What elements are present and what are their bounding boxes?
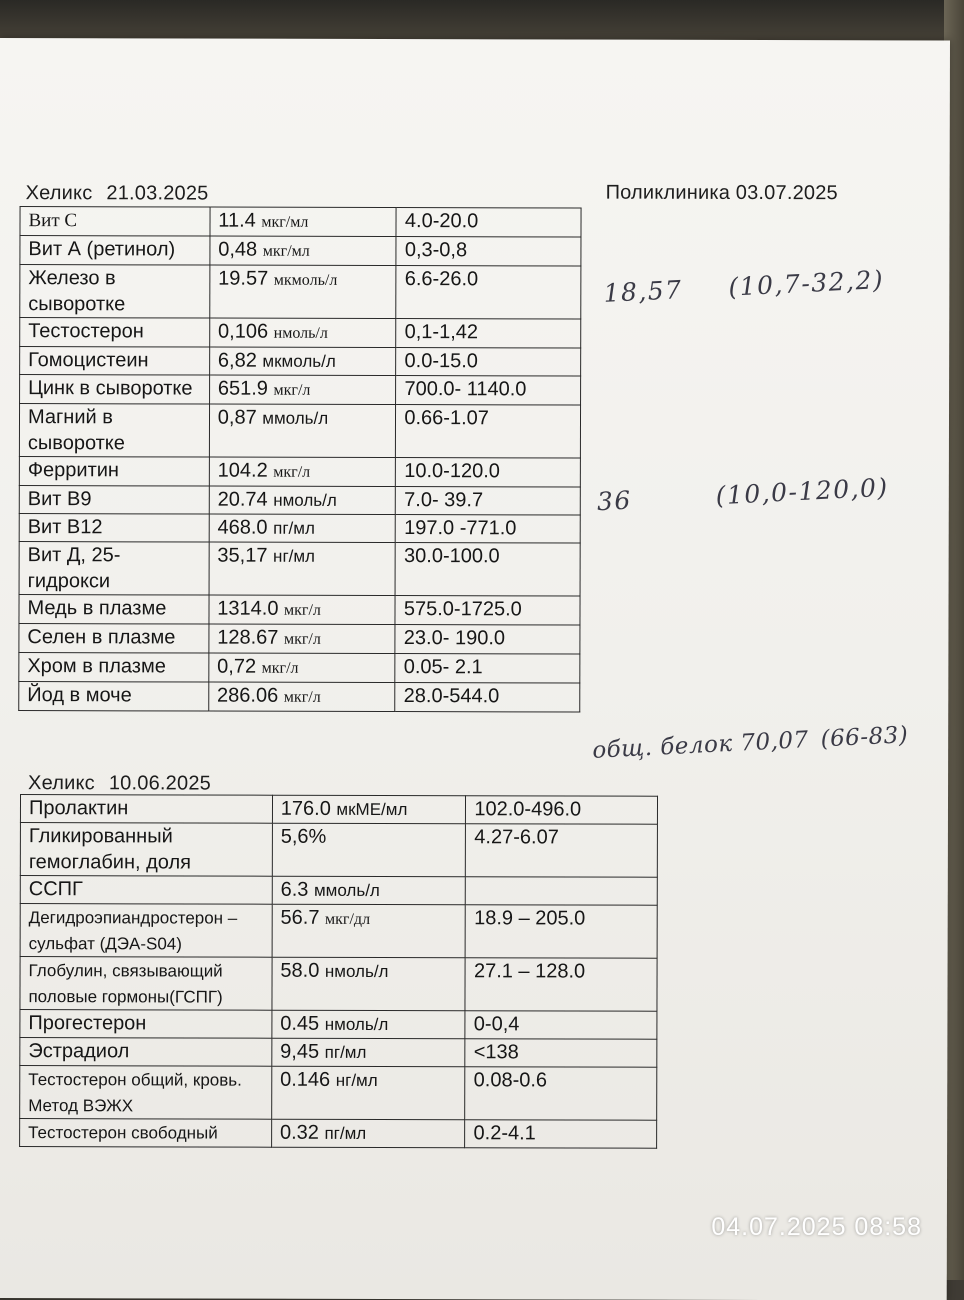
test-name: Вит С xyxy=(20,207,210,236)
table-row xyxy=(19,682,580,712)
handwritten-note-1: 18,57 (10,7-32,2) xyxy=(602,264,885,308)
table-row xyxy=(19,542,580,596)
section2-date: 10.06.2025 xyxy=(108,772,212,795)
table-row xyxy=(20,957,657,1012)
reference-range: 0.05- 2.1 xyxy=(395,654,580,683)
test-result: 56.7 мкг/дл xyxy=(272,904,466,958)
test-result: 9,45 пг/мл xyxy=(272,1038,466,1067)
test-name: Ферритин xyxy=(19,457,209,486)
test-name: Магний в сыворотке xyxy=(19,404,209,457)
reference-range: 10.0-120.0 xyxy=(396,458,581,487)
table-row xyxy=(20,236,581,266)
reference-range: 0.2-4.1 xyxy=(465,1120,657,1149)
table-row xyxy=(20,876,657,906)
test-result: 128.67 мкг/л xyxy=(209,624,396,653)
test-name: Эстрадиол xyxy=(20,1038,272,1067)
test-result: 0,48 мкг/мл xyxy=(210,236,397,265)
table-row xyxy=(20,318,581,348)
clinic-title: Поликлиника 03.07.2025 xyxy=(605,181,838,205)
test-result: 19.57 мкмоль/л xyxy=(210,265,397,318)
section1-date: 21.03.2025 xyxy=(106,182,209,205)
test-result: 0,87 ммоль/л xyxy=(209,404,396,457)
test-name: Медь в плазме xyxy=(19,595,209,624)
test-result: 5,6% xyxy=(272,823,466,877)
table-row xyxy=(20,207,581,237)
test-result: 651.9 мкг/л xyxy=(209,375,396,404)
reference-range: <138 xyxy=(465,1039,657,1068)
reference-range: 30.0-100.0 xyxy=(395,543,580,596)
reference-range: 4.27-6.07 xyxy=(466,824,658,878)
table-row xyxy=(20,1038,657,1068)
reference-range: 197.0 -771.0 xyxy=(396,515,581,543)
reference-range: 4.0-20.0 xyxy=(396,208,581,237)
photo-timestamp: 04.07.2025 08:58 xyxy=(711,1213,922,1241)
reference-range: 575.0-1725.0 xyxy=(395,596,580,625)
handwritten-note-2: 36 (10,0-120,0) xyxy=(596,472,890,517)
table-row xyxy=(20,347,581,376)
test-result: 6.3 ммоль/л xyxy=(272,876,466,905)
reference-range: 0,1-1,42 xyxy=(396,319,581,348)
section1-lab: Хеликс xyxy=(25,182,93,205)
table-row xyxy=(20,795,657,825)
table-row xyxy=(20,1066,657,1121)
reference-range: 7.0- 39.7 xyxy=(396,487,581,515)
table-row xyxy=(19,624,580,654)
table-row xyxy=(20,375,581,405)
section1-table xyxy=(18,206,581,712)
handwritten-note-3: общ. белок 70,07 (66-83) xyxy=(591,722,909,764)
test-name: Тестостерон свободный xyxy=(20,1119,272,1148)
test-result: 0.45 нмоль/л xyxy=(272,1010,466,1039)
test-result: 6,82 мкмоль/л xyxy=(209,347,396,375)
reference-range: 0.0-15.0 xyxy=(396,348,581,376)
table-row xyxy=(20,1010,657,1040)
test-name: Дегидроэпиандростерон –сульфат (ДЭА-S04) xyxy=(20,904,272,958)
section2-table xyxy=(19,794,658,1149)
test-result: 0,72 мкг/л xyxy=(209,653,396,682)
table-row xyxy=(20,904,657,959)
test-name: Вит Д, 25-гидрокси xyxy=(19,542,209,595)
reference-range: 102.0-496.0 xyxy=(466,796,658,825)
test-name: Гомоцистеин xyxy=(20,347,210,375)
table-row xyxy=(19,514,580,543)
reference-range: 18.9 – 205.0 xyxy=(466,905,658,959)
test-result: 35,17 нг/мл xyxy=(209,542,396,595)
test-name: Селен в плазме xyxy=(19,624,209,653)
test-result: 176.0 мкМЕ/мл xyxy=(272,795,466,824)
reference-range: 0-0,4 xyxy=(465,1011,657,1040)
table-row xyxy=(20,265,581,319)
table-row xyxy=(19,595,580,625)
reference-range: 0.66-1.07 xyxy=(396,405,581,458)
table-row xyxy=(19,653,580,683)
reference-range: 0.08-0.6 xyxy=(465,1067,657,1121)
test-result: 1314.0 мкг/л xyxy=(209,595,396,624)
test-result: 20.74 нмоль/л xyxy=(209,486,396,514)
section2-lab: Хеликс xyxy=(28,772,95,795)
test-name: Тестостерон общий, кровь. Метод ВЭЖХ xyxy=(20,1066,272,1120)
reference-range: 0,3-0,8 xyxy=(396,237,581,266)
reference-range: 28.0-544.0 xyxy=(395,683,580,712)
reference-range: 6.6-26.0 xyxy=(396,266,581,319)
table-row xyxy=(19,404,580,458)
test-name: Вит А (ретинол) xyxy=(20,236,210,265)
test-result: 0.146 нг/мл xyxy=(272,1066,466,1120)
test-result: 11.4 мкг/мл xyxy=(210,207,397,236)
reference-range: 700.0- 1140.0 xyxy=(396,376,581,405)
test-result: 104.2 мкг/л xyxy=(209,457,396,486)
section2-title xyxy=(28,772,211,795)
section1-title xyxy=(26,182,209,205)
test-name: ССПГ xyxy=(20,876,272,905)
test-name: Вит В12 xyxy=(19,514,209,542)
test-result: 0,106 нмоль/л xyxy=(209,318,396,347)
test-name: Йод в моче xyxy=(19,682,209,711)
test-result: 468.0 пг/мл xyxy=(209,514,396,542)
table-row xyxy=(19,457,580,487)
test-name: Тестостерон xyxy=(20,318,210,347)
reference-range: 27.1 – 128.0 xyxy=(465,958,657,1012)
table-row xyxy=(19,486,580,515)
reference-range: 23.0- 190.0 xyxy=(395,625,580,654)
table-row xyxy=(20,1119,657,1149)
test-result: 286.06 мкг/л xyxy=(209,682,396,711)
reference-range xyxy=(466,877,658,906)
test-name: Глобулин, связывающий половые гормоны(ГСПГ) xyxy=(20,957,272,1011)
test-result: 0.32 пг/мл xyxy=(271,1119,465,1148)
test-name: Хром в плазме xyxy=(19,653,209,682)
test-name: Цинк в сыворотке xyxy=(20,375,210,404)
table-row xyxy=(20,823,657,878)
paper-sheet xyxy=(0,38,950,1300)
test-name: Железо в сыворотке xyxy=(20,265,210,318)
test-name: Гликированный гемоглабин, доля xyxy=(20,823,272,877)
test-name: Прогестерон xyxy=(20,1010,272,1039)
test-name: Пролактин xyxy=(20,795,272,824)
test-name: Вит В9 xyxy=(19,486,209,514)
test-result: 58.0 нмоль/л xyxy=(272,957,466,1011)
